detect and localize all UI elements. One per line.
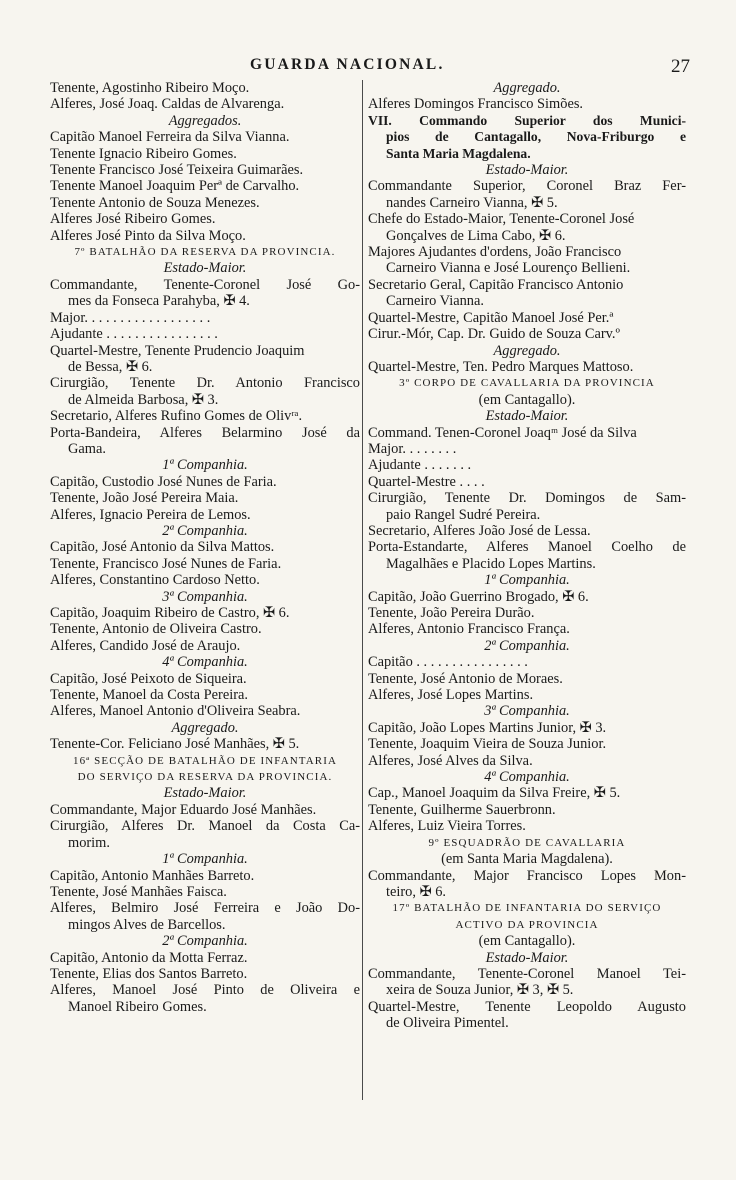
text-line: Tenente, João José Pereira Maia.	[50, 490, 239, 507]
text-line: Capitão, Custodio José Nunes de Faria.	[50, 473, 277, 490]
text-line: Secretario, Alferes Rufino Gomes de Olivʳᵃ.	[50, 408, 303, 425]
text-line: xeira de Souza Junior, ✠ 3, ✠ 5.	[386, 982, 574, 999]
text-line: Quartel-Mestre, Tenente Prudencio Joaquim	[50, 342, 305, 359]
left-column	[50, 80, 360, 1015]
command-heading: pios de Cantagallo, Nova-Friburgo e	[386, 129, 686, 145]
text-line: Tenente, José Manhães Faisca.	[50, 883, 227, 900]
text-line: Capitão, José Antonio da Silva Mattos.	[50, 539, 275, 556]
text-line: Tenente, Elias dos Santos Barreto.	[50, 965, 248, 982]
command-heading: Santa Maria Magdalena.	[386, 145, 531, 161]
text-line: Secretario, Alferes João José de Lessa.	[368, 522, 591, 539]
text-line: Quartel-Mestre, Ten. Pedro Marques Mattoso.	[368, 358, 634, 375]
text-line: Cirurgião, Alferes Dr. Manoel da Costa Ca-	[50, 818, 360, 835]
section-heading: 3ª Companhia.	[162, 588, 248, 605]
text-line: Alferes, José Joaq. Caldas de Alvarenga.	[50, 96, 285, 113]
text-line: Cirurgião, Tenente Dr. Domingos de Sam-	[368, 490, 686, 507]
text-line: mes da Fonseca Parahyba, ✠ 4.	[68, 293, 250, 310]
header-title: GUARDA NACIONAL.	[250, 56, 445, 73]
unit-heading: 16ª SECÇÃO DE BATALHÃO DE INFANTARIA	[72, 754, 338, 767]
text-line: Secretario Geral, Capitão Francisco Antonio	[368, 276, 624, 293]
text-line: Tenente, Manoel da Costa Pereira.	[50, 687, 248, 704]
text-line: Manoel Ribeiro Gomes.	[68, 998, 207, 1015]
section-heading: 4ª Companhia.	[162, 654, 248, 671]
text-line: Capitão, João Guerrino Brogado, ✠ 6.	[368, 588, 589, 605]
unit-heading: DO SERVIÇO DA RESERVA DA PROVINCIA.	[77, 771, 333, 784]
section-heading: 2ª Companhia.	[162, 522, 248, 539]
text-line: Gama.	[68, 440, 106, 457]
text-line: Commandante, Tenente-Coronel Manoel Tei-	[368, 965, 686, 982]
text-line: Tenente, José Antonio de Moraes.	[368, 670, 563, 687]
text-line: Porta-Bandeira, Alferes Belarmino José da	[50, 424, 360, 441]
text-line: Ajudante . . . . . . . . . . . . . . . .	[50, 326, 218, 343]
text-line: Commandante, Tenente-Coronel José Go-	[50, 276, 360, 293]
text-line: Tenente, Francisco José Nunes de Faria.	[50, 555, 282, 572]
text-line: paio Rangel Sudré Pereira.	[386, 506, 541, 523]
text-line: Major. . . . . . . .	[368, 440, 457, 457]
column-divider	[362, 80, 363, 1100]
section-heading: Estado-Maior.	[485, 408, 569, 425]
text-line: Tenente, Agostinho Ribeiro Moço.	[50, 80, 250, 96]
running-header	[0, 56, 736, 80]
text-line: Capitão, Antonio da Motta Ferraz.	[50, 949, 248, 966]
text-line: Capitão Manoel Ferreira da Silva Vianna.	[50, 129, 290, 146]
text-line: Ajudante . . . . . . .	[368, 457, 472, 474]
text-line: Capitão, Antonio Manhães Barreto.	[50, 867, 255, 884]
section-heading: 2ª Companhia.	[162, 933, 248, 950]
section-heading: 2ª Companhia.	[484, 637, 570, 654]
section-heading: Aggregados.	[168, 112, 242, 129]
text-line: Porta-Estandarte, Alferes Manoel Coelho de	[368, 539, 686, 556]
text-line: morim.	[68, 834, 110, 851]
text-line: Carneiro Vianna.	[386, 293, 484, 310]
text-line: Tenente Antonio de Souza Menezes.	[50, 194, 260, 211]
text-line: Majores Ajudantes d'ordens, João Francisco	[368, 244, 622, 261]
text-line: Alferes, Constantino Cardoso Netto.	[50, 572, 260, 589]
text-line: Tenente, João Pereira Durão.	[368, 605, 535, 621]
text-line: Gonçalves de Lima Cabo, ✠ 6.	[386, 227, 566, 244]
text-line: Alferes, Manoel Antonio d'Oliveira Seabra.	[50, 703, 301, 720]
text-line: Tenente, Antonio de Oliveira Castro.	[50, 621, 262, 638]
text-line: Tenente-Cor. Feliciano José Manhães, ✠ 5.	[50, 736, 300, 753]
text-line: Commandante, Major Francisco Lopes Mon-	[368, 867, 686, 884]
text-line: Commandante Superior, Coronel Braz Fer-	[368, 178, 686, 195]
text-line: Command. Tenen-Coronel Joaqᵐ José da Silva	[368, 424, 637, 441]
text-line: (em Cantagallo).	[478, 933, 576, 950]
text-line: Alferes, Manoel José Pinto de Oliveira e	[50, 982, 360, 999]
text-line: nandes Carneiro Vianna, ✠ 5.	[386, 194, 558, 211]
text-line: Cap., Manoel Joaquim da Silva Freire, ✠ 5.	[368, 785, 621, 802]
section-heading: Estado-Maior.	[163, 785, 247, 802]
text-line: Chefe do Estado-Maior, Tenente-Coronel José	[368, 211, 635, 228]
section-heading: Estado-Maior.	[485, 162, 569, 179]
text-line: Capitão, João Lopes Martins Junior, ✠ 3.	[368, 719, 607, 736]
text-line: Cirur.-Mór, Cap. Dr. Guido de Souza Carv.º	[368, 326, 620, 343]
text-line: Capitão, José Peixoto de Siqueira.	[50, 670, 247, 687]
text-line: teiro, ✠ 6.	[386, 883, 447, 900]
text-line: (em Cantagallo).	[478, 391, 576, 408]
text-line: Capitão, Joaquim Ribeiro de Castro, ✠ 6.	[50, 605, 290, 621]
text-line: Alferes Domingos Francisco Simões.	[368, 96, 584, 113]
unit-heading: 9º ESQUADRÃO DE CAVALLARIA	[428, 836, 626, 849]
text-line: Magalhães e Placido Lopes Martins.	[386, 555, 596, 572]
right-column	[368, 80, 686, 1032]
text-line: Tenente, Joaquim Vieira de Souza Junior.	[368, 736, 607, 753]
text-line: Commandante, Major Eduardo José Manhães.	[50, 801, 317, 818]
text-line: Quartel-Mestre, Capitão Manoel José Per.ª	[368, 309, 614, 326]
text-line: (em Santa Maria Magdalena).	[441, 851, 613, 868]
section-heading: 4ª Companhia.	[484, 769, 570, 786]
text-line: de Bessa, ✠ 6.	[68, 358, 153, 375]
section-heading: Estado-Maior.	[485, 949, 569, 966]
text-line: de Almeida Barbosa, ✠ 3.	[68, 391, 219, 408]
text-line: Alferes, Ignacio Pereira de Lemos.	[50, 506, 251, 523]
command-heading: VII. Commando Superior dos Munici-	[368, 112, 686, 128]
text-line: Quartel-Mestre . . . .	[368, 473, 485, 490]
text-line: de Oliveira Pimentel.	[386, 1015, 509, 1032]
text-line: mingos Alves de Barcellos.	[68, 916, 226, 933]
text-line: Alferes, Luiz Vieira Torres.	[368, 818, 526, 835]
unit-heading: ACTIVO DA PROVINCIA	[455, 918, 599, 931]
text-line: Quartel-Mestre, Tenente Leopoldo Augusto	[368, 998, 686, 1015]
section-heading: 1ª Companhia.	[162, 457, 248, 474]
section-heading: 3ª Companhia.	[484, 703, 570, 720]
page-number: 27	[671, 56, 690, 77]
text-line: Alferes, José Lopes Martins.	[368, 687, 534, 704]
text-line: Carneiro Vianna e José Lourenço Bellieni.	[386, 260, 631, 277]
unit-heading: 17º BATALHÃO DE INFANTARIA DO SERVIÇO	[392, 902, 662, 915]
section-heading: Estado-Maior.	[163, 260, 247, 277]
text-line: Alferes José Ribeiro Gomes.	[50, 211, 216, 228]
text-line: Alferes, Belmiro José Ferreira e João Do-	[50, 900, 360, 917]
text-line: Alferes, José Alves da Silva.	[368, 752, 533, 769]
section-heading: 1ª Companhia.	[484, 572, 570, 589]
section-heading: 1ª Companhia.	[162, 851, 248, 868]
text-line: Alferes, Candido José de Araujo.	[50, 637, 241, 654]
text-line: Alferes José Pinto da Silva Moço.	[50, 227, 246, 244]
unit-heading: 7º BATALHÃO DA RESERVA DA PROVINCIA.	[74, 246, 336, 259]
text-line: Alferes, Antonio Francisco França.	[368, 621, 570, 638]
section-heading: Aggregado.	[493, 342, 561, 359]
text-line: Tenente Ignacio Ribeiro Gomes.	[50, 145, 237, 162]
text-line: Major. . . . . . . . . . . . . . . . . .	[50, 309, 211, 326]
text-line: Tenente Manoel Joaquim Perª de Carvalho.	[50, 178, 300, 195]
text-line: Cirurgião, Tenente Dr. Antonio Francisco	[50, 375, 360, 392]
section-heading: Aggregado.	[171, 719, 239, 736]
text-line: Tenente Francisco José Teixeira Guimarães.	[50, 162, 304, 179]
text-line: Capitão . . . . . . . . . . . . . . . .	[368, 654, 528, 671]
unit-heading: 3º CORPO DE CAVALLARIA DA PROVINCIA	[399, 377, 655, 390]
text-line: Tenente, Guilherme Sauerbronn.	[368, 801, 556, 818]
section-heading: Aggregado.	[493, 80, 561, 96]
